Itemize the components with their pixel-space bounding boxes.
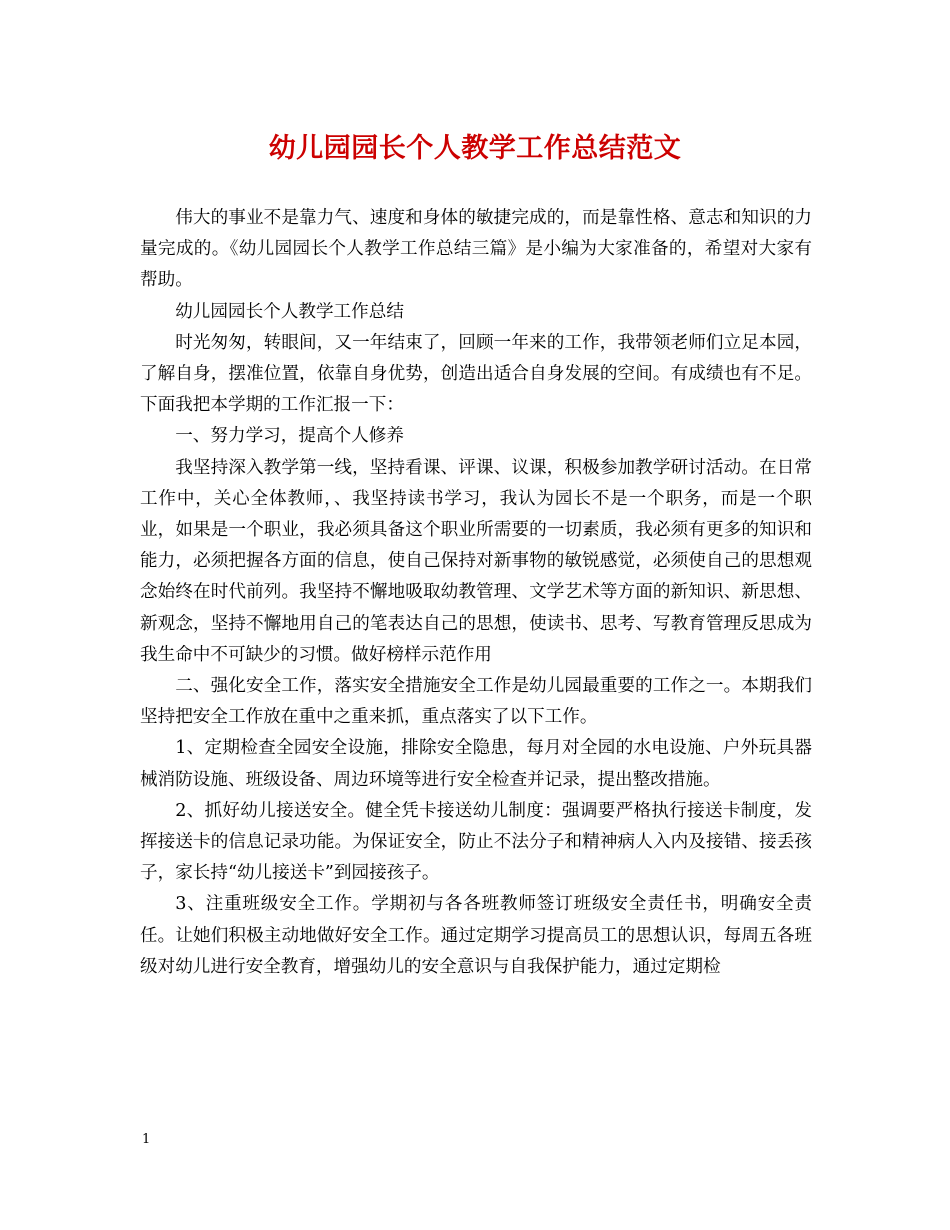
section-heading: 一、努力学习，提高个人修养 [175, 426, 404, 447]
paragraph: 伟大的事业不是靠力气、速度和身体的敏捷完成的，而是靠性格、意志和知识的力量完成的。《幼儿园园长个人教学工作总结三篇》是小编为大家准备的，希望对大家有帮助。 [140, 208, 812, 291]
document-body [140, 203, 812, 983]
list-item: 3、注重班级安全工作。学期初与各各班教师签订班级安全责任书，明确安全责任。让她们积极主动地做好安全工作。通过定期学习提高员工的思想认识，每周五各班级对幼儿进行安全教育，增强幼儿的安全意识与自我保护能力，通过定期检 [140, 894, 812, 977]
section-heading: 幼儿园园长个人教学工作总结 [175, 301, 404, 322]
paragraph: 我坚持深入教学第一线，坚持看课、评课、议课，积极参加教学研讨活动。在日常工作中，关心全体教师，、我坚持读书学习，我认为园长不是一个职务，而是一个职业，如果是一个职业，我必须具备这个职业所需要的一切素质，我必须有更多的知识和能力，必须把握各方面的信息，使自己保持对新事物的敏锐感觉，必须使自己的思想观念始终在时代前列。我坚持不懈地吸取幼教管理、文学艺术等方面的新知识、新思想、新观念，坚持不懈地用自己的笔表达自己的思想，使读书、思考、写教育管理反思成为我生命中不可缺少的习惯。做好榜样示范作用 [140, 457, 812, 665]
list-item: 1、定期检查全园安全设施，排除安全隐患，每月对全园的水电设施、户外玩具器械消防设施、班级设备、周边环境等进行安全检查并记录，提出整改措施。 [140, 738, 812, 790]
document-title: 幼儿园园长个人教学工作总结范文 [268, 133, 682, 164]
list-item: 2、抓好幼儿接送安全。健全凭卡接送幼儿制度：强调要严格执行接送卡制度，发挥接送卡的信息记录功能。为保证安全，防止不法分子和精神病人入内及接错、接丢孩子，家长持“幼儿接送卡”到园接孩子。 [140, 800, 812, 884]
paragraph: 时光匆匆，转眼间，又一年结束了，回顾一年来的工作，我带领老师们立足本园，了解自身，摆准位置，依靠自身优势，创造出适合自身发展的空间。有成绩也有不足。下面我把本学期的工作汇报一下： [140, 332, 812, 416]
paragraph: 二、强化安全工作，落实安全措施安全工作是幼儿园最重要的工作之一。本期我们坚持把安全工作放在重中之重来抓，重点落实了以下工作。 [140, 676, 812, 728]
page-number: 1 [142, 1132, 151, 1147]
